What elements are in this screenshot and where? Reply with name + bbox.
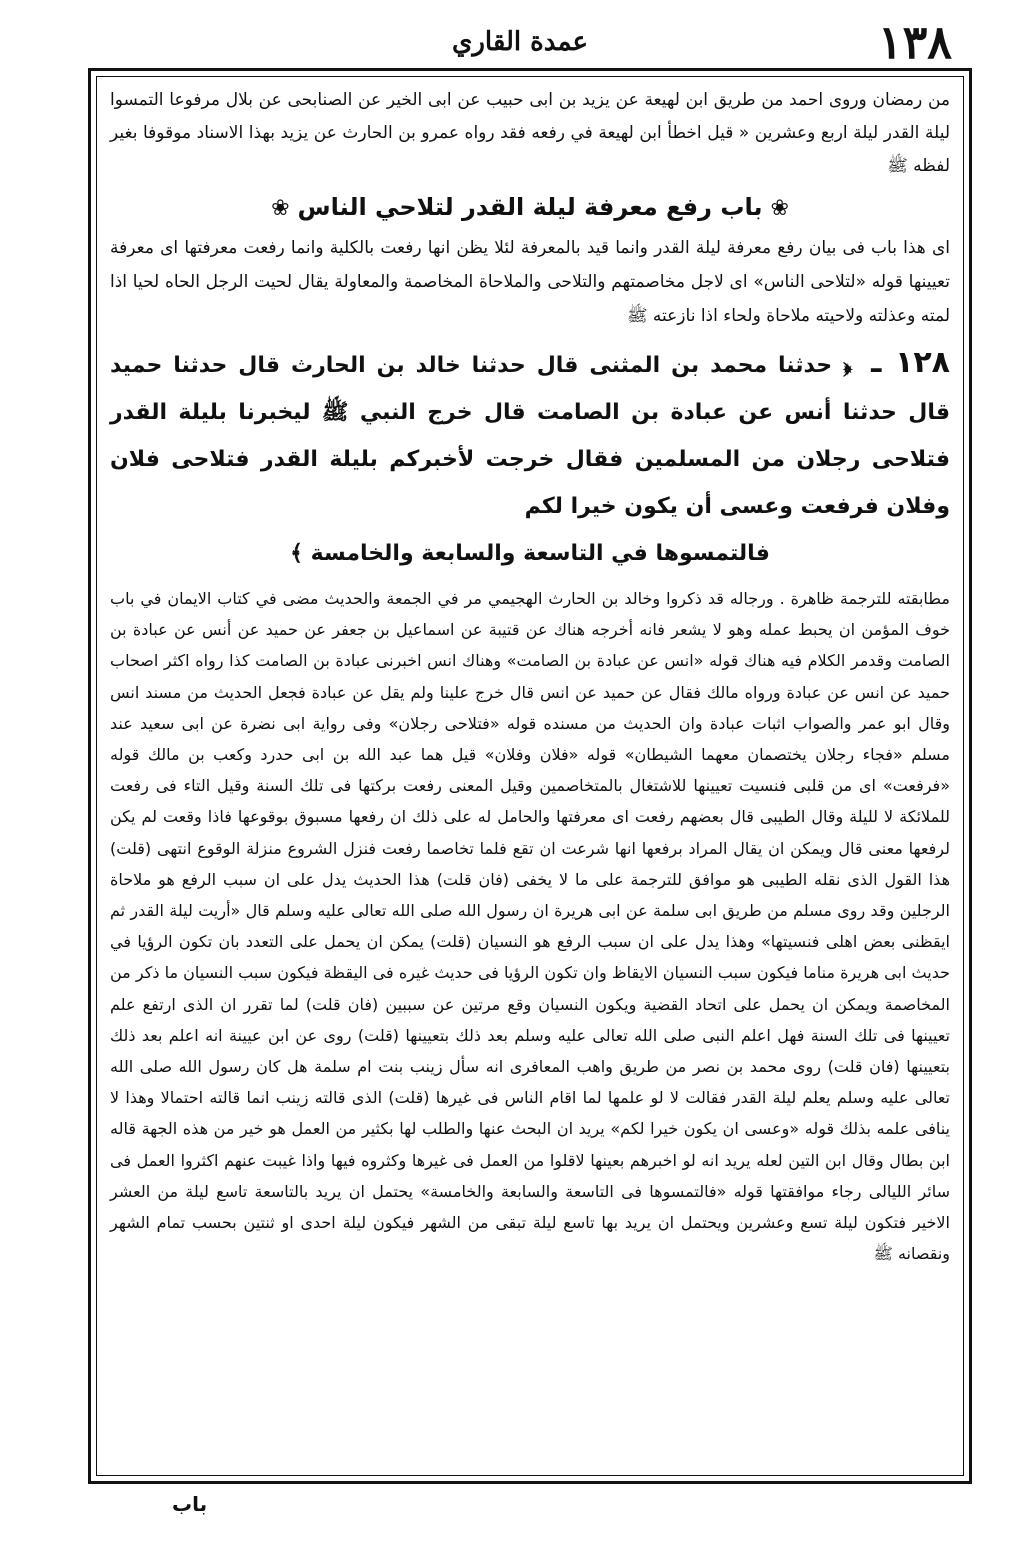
- commentary-paragraph: مطابقته للترجمة ظاهرة . ورجاله قد ذكروا وخالد بن الحارث الهجيمي مر في الجمعة والحديث مضى في كتاب الايمان في باب خوف المؤمن ان يحبط عمله وهو لا يشعر فانه أخرجه هناك عن قتيبة عن اسماعيل بن جعفر عن حميد عن أنس عن عبادة بن الصامت وقدمر الكلام فيه هناك قوله «انس عن عبادة بن الصامت» وهناك انس اخبرنى عبادة بن الصامت كذا رواه اكثر اصحاب حميد عن انس عن عبادة ورواه مالك فقال عن حميد عن انس قال خرج علينا ولم يقل عن عبادة فجعل الحديث من مسند انس وقال ابو عمر والصواب اثبات عبادة وان الحديث من مسنده قوله «فتلاحى رجلان» وفى رواية ابى نضرة عن ابى سعيد عند مسلم «فجاء رجلان يختصمان معهما الشيطان» قوله «فلان وفلان» قيل هما عبد الله بن ابى حدرد وكعب بن مالك قوله «فرفعت» اى من قلبى فنسيت تعيينها للاشتغال بالمتخاصمين وقيل المعنى رفعت بركتها فى تلك السنة وقيل التاء فى رفعت للملائكة لا لليلة وقال الطيبى قال بعضهم رفعت اى معرفتها والحامل له على ذلك ان رفعها مسبوق بوقوعها فاذا وقعت لم يكن لرفعها معنى قال ويمكن ان يقال المراد برفعها انها شرعت ان تقع فلما تخاصما رفعت فنزل الشروع منزلة الوقوع انتهى (قلت) هذا القول الذى نقله الطيبى هو موافق للترجمة على ما لا يخفى (فان قلت) هذا الحديث يدل على ان سبب الرفع هو ملاحاة الرجلين وقد روى مسلم من طريق ابى سلمة عن ابى هريرة ان رسول الله صلى الله تعالى عليه وسلم قال «أريت ليلة القدر ثم ايقظنى بعض اهلى فنسيتها» وهذا يدل على ان سبب الرفع هو النسيان (قلت) يمكن ان يحمل على التعدد بان تكون الرؤيا في حديث ابى هريرة مناما فيكون سبب النسيان الايقاظ وان تكون الرؤيا فى حديث غيره فى اليقظة فيكون سبب النسيان ما ذكر من المخاصمة ويمكن ان يحمل على اتحاد القضية ويكون النسيان وقع مرتين عن سببين (فان قلت) لما تقرر ان الذى ارتفع علم تعيينها فى تلك السنة فهل اعلم النبى صلى الله تعالى عليه وسلم بعد ذلك بتعيينها (قلت) روى عن ابن عيينة انه اعلم بعد ذلك بتعيينها (فان قلت) روى محمد بن نصر من طريق واهب المعافرى انه سأل زينب بنت ام سلمة هل كان رسول الله صلى الله تعالى عليه وسلم يعلم ليلة القدر فقالت لا لو علمها لما اقام الناس فى غيرها (قلت) الذى قالته زينب انما قالته احتمالا وهذا لا ينافى علمه بذلك قوله «وعسى ان يكون خيرا لكم» يريد ان البحث عنها والطلب لها بكثير من العمل هو خير من هذه الجهة قاله ابن بطال وقال ابن التين لعله يريد انه لو اخبرهم بعينها لاقلوا من العمل فى غيرها وكثروه فيها واذا غيبت عنهم اكثروا العمل فى سائر الليالى رجاء موافقتها قوله «فالتمسوها فى التاسعة والسابعة والخامسة» يحتمل ان يريد بالتاسعة تاسع ليلة من العشر الاخير فتكون ليلة تسع وعشرين ويحتمل ان يريد بها تاسع ليلة تبقى من الشهر فيكون ليلة احدى او ثنتين بحسب تمام الشهر ونقصانه ﷺ: [110, 589, 950, 1264]
- chapter-heading: [110, 187, 950, 229]
- intro-paragraph: من رمضان وروى احمد من طريق ابن لهيعة عن يزيد بن ابى حبيب عن ابى الخير عن الصنابحى عن بلال مرفوعا التمسوا ليلة القدر ليلة اربع وعشرين « قيل اخطأ ابن لهيعة في رفعه فقد رواه عمرو بن الحارث عن يزيد بهذا الاسناد موقوفا بغير لفظه ﷺ: [110, 90, 950, 176]
- heading-ornament-left-icon: ❀: [271, 196, 290, 221]
- page-header: [70, 15, 970, 69]
- chapter-heading-text: باب رفع معرفة ليلة القدر لتلاحي الناس: [297, 193, 763, 221]
- catchword: باب: [172, 1492, 208, 1516]
- heading-ornament-right-icon: ❀: [770, 196, 789, 221]
- heading-explanation: اى هذا باب فى بيان رفع معرفة ليلة القدر وانما قيد بالمعرفة لئلا يظن انها رفعت بالكلية وانما رفعت معرفتها اى معرفة تعيينها قوله «لتلاحى الناس» اى لاجل مخاصمتهم والتلاحى والملاحاة المخاصمة والمعاولة يقال لحيت الرجل الحاه لحيا اذا لمته وعذلته ولاحيته ملاحاة ولحاء اذا نازعته ﷺ: [110, 238, 950, 326]
- page-number: ١٣٨: [877, 15, 952, 69]
- hadith-closing: فالتمسوها في التاسعة والسابعة والخامسة ﴾: [290, 541, 770, 566]
- running-title: عمدة القاري: [452, 27, 588, 57]
- hadith-block: [110, 339, 950, 577]
- hadith-number: ١٢٨ ـ: [871, 345, 950, 380]
- page-body: [110, 84, 950, 1269]
- hadith-text: ﴿ حدثنا محمد بن المثنى قال حدثنا خالد بن الحارث قال حدثنا حميد قال حدثنا أنس عن عبادة بن الصامت قال خرج النبي ﷺ ليخبرنا بليلة القدر فتلاحى رجلان من المسلمين فقال خرجت لأخبركم بليلة القدر فتلاحى فلان وفلان فرفعت وعسى أن يكون خيرا لكم: [110, 353, 950, 519]
